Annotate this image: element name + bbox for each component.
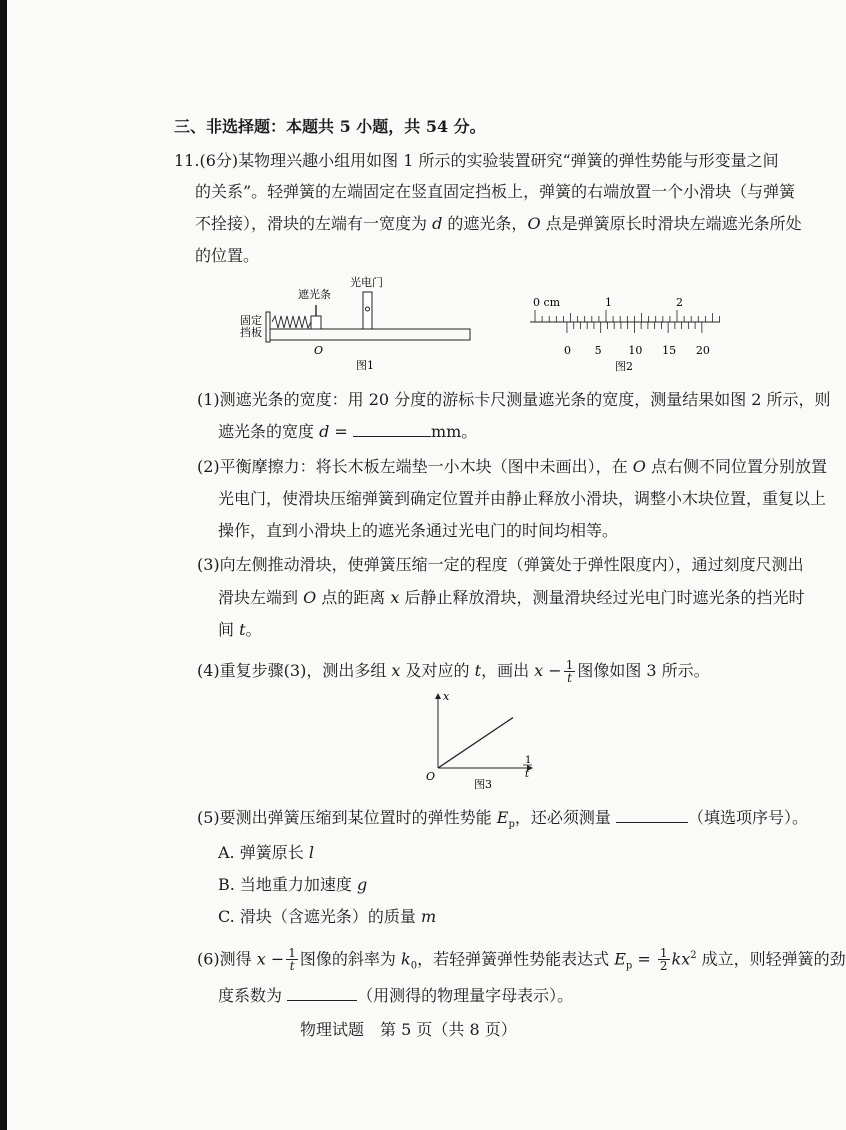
slider-block	[311, 316, 321, 329]
spring	[272, 316, 311, 328]
p5-option-a: A. 弹簧原长 l	[218, 843, 314, 862]
q11-number: 11.	[174, 151, 200, 170]
q11-stem-line-2: 的关系”。轻弹簧的左端固定在竖直固定挡板上，弹簧的右端放置一个小滑块（与弹簧	[195, 182, 796, 201]
fig3-series-line	[438, 718, 513, 768]
p1-answer-blank[interactable]	[353, 422, 431, 437]
fig1-gate-label: 光电门	[350, 276, 383, 289]
p3-line-1: (3)向左侧推动滑块，使弹簧压缩一定的程度（弹簧处于弹性限度内），通过刻度尺测出	[197, 555, 804, 574]
fig3-y-label: x	[443, 690, 450, 703]
q11-stem-line-1: 11.(6分)某物理兴趣小组用如图 1 所示的实验装置研究“弹簧的弹性势能与形变量之间	[174, 151, 779, 170]
fig2-main-unit: 0 cm	[533, 296, 561, 309]
fig2-vernier-20: 20	[695, 344, 710, 357]
p2-line-1: (2)平衡摩擦力：将长木板左端垫一小木块（图中未画出），在 O 点右侧不同位置分别放置	[197, 457, 827, 476]
p5-option-b: B. 当地重力加速度 g	[218, 875, 368, 894]
p6-line-2: 度系数为 （用测得的物理量字母表示）。	[218, 986, 574, 1005]
fig3-x-label-den: t	[525, 769, 530, 780]
p2-line-2: 光电门，使滑块压缩弹簧到确定位置并由静止释放小滑块，调整小木块位置，重复以上	[218, 489, 827, 508]
p6-answer-blank[interactable]	[287, 986, 357, 1001]
fig2-caption: 图2	[615, 360, 633, 373]
fig1-strip-label: 遮光条	[298, 288, 331, 301]
q11-stem-line-4: 的位置。	[195, 246, 260, 265]
fig3-caption: 图3	[474, 778, 492, 791]
p1-line-2: 遮光条的宽度 d = mm。	[218, 422, 478, 441]
fig1-board-label-2: 挡板	[240, 326, 262, 339]
fig1-caption: 图1	[356, 359, 374, 372]
section-header: 三、非选择题：本题共 5 小题，共 54 分。	[174, 117, 486, 136]
fig2-vernier-10: 10	[628, 344, 643, 357]
figure-3-chart	[420, 688, 550, 793]
fig2-vernier-0: 0	[563, 344, 571, 357]
p6-line-1: (6)测得 x − $\frac{1}{t}$ 图像的斜率为 $k_0$，若轻弹簧弹性势能表达式 $E_p$ = $\frac{1}{2}$ $kx^2$ 成立，则轻弹簧的劲	[197, 946, 846, 974]
fig2-main-2: 2	[676, 296, 683, 309]
fig3-origin: O	[426, 770, 436, 783]
p5-option-c: C. 滑块（含遮光条）的质量 m	[218, 907, 437, 926]
fig2-main-1: 1	[605, 296, 612, 309]
fig3-x-label-num: 1	[525, 755, 532, 766]
q11-points: (6分)	[199, 151, 239, 170]
figure-2-vernier	[520, 288, 730, 378]
fixed-board	[266, 312, 270, 342]
p2-line-3: 操作，直到小滑块上的遮光条通过光电门的时间均相等。	[218, 521, 619, 540]
fig2-vernier-15: 15	[662, 344, 677, 357]
page-footer: 物理试题 第 5 页（共 8 页）	[300, 1020, 517, 1039]
fig1-o-label: O	[314, 344, 324, 357]
fig1-board-label-1: 固定	[240, 314, 262, 327]
p5-answer-blank[interactable]	[616, 808, 688, 823]
p1-line-1: (1)测遮光条的宽度：用 20 分度的游标卡尺测量遮光条的宽度，测量结果如图 2 所示，则	[197, 390, 831, 409]
p5-line: (5)要测出弹簧压缩到某位置时的弹性势能 $E_p$，还必须测量 （填选项序号）。	[197, 808, 808, 831]
p4-line: (4)重复步骤(3)，测出多组 x 及对应的 t，画出 x − $\frac{1}{t}$ 图像如图 3 所示。	[197, 658, 710, 685]
q11-stem-line-3: 不拴接），滑块的左端有一宽度为 d 的遮光条，O 点是弹簧原长时滑块左端遮光条所处	[195, 214, 802, 233]
p3-line-2: 滑块左端到 O 点的距离 x 后静止释放滑块，测量滑块经过光电门时遮光条的挡光时	[218, 588, 805, 607]
long-board	[270, 329, 470, 340]
figure-1	[230, 272, 480, 372]
fig2-vernier-5: 5	[594, 344, 602, 357]
p3-line-3: 间 t。	[218, 620, 262, 639]
